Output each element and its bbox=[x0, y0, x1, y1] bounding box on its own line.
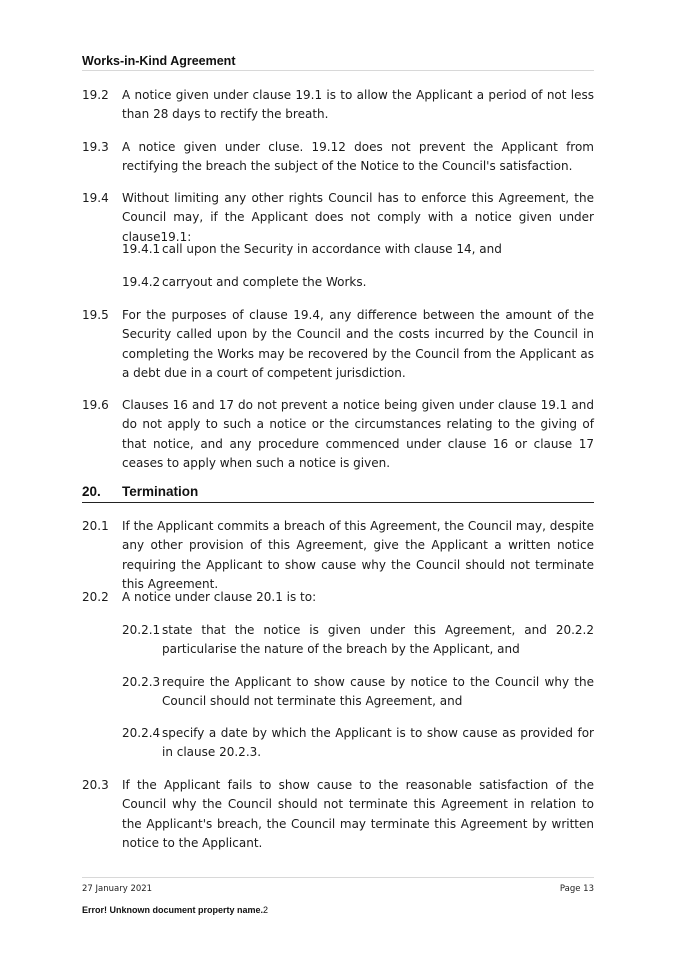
footer-error-text: Error! Unknown document property name. bbox=[82, 905, 264, 915]
clause-number: 20.2 bbox=[82, 590, 109, 604]
clause-text: A notice under clause 20.1 is to: bbox=[122, 590, 317, 604]
section-divider bbox=[82, 502, 594, 503]
clause-text: Clauses 16 and 17 do not prevent a notice being given under clause 19.1 and do not apply to such a notice or the circumstances relating to the giving of that notice, and any procedure commenced under clause 16 or clause 17 ceases to apply when such a notice is given. bbox=[122, 398, 594, 470]
document-header-title: Works-in-Kind Agreement bbox=[82, 54, 236, 68]
clause-text: If the Applicant fails to show cause to the reasonable satisfaction of the Council why the Council should not terminate this Agreement in relation to the Applicant's breach, the Council may terminate this Agreement by written notice to the Applicant. bbox=[122, 778, 594, 850]
footer-page-number: Page 13 bbox=[559, 884, 594, 894]
clause-number: 19.4.1 bbox=[122, 242, 161, 256]
clause-number: 19.4 bbox=[82, 191, 109, 205]
clause-number: 20.2.4 bbox=[122, 726, 161, 740]
clause-19-4 bbox=[82, 189, 594, 247]
clause-19-4-2 bbox=[122, 273, 594, 292]
clause-20-2-1 bbox=[122, 621, 594, 660]
clause-text: A notice given under clause 19.1 is to allow the Applicant a period of not less than 28 days to rectify the breath. bbox=[122, 88, 594, 122]
clause-number: 19.2 bbox=[82, 88, 109, 102]
footer-error-suffix: 2 bbox=[263, 905, 269, 915]
clause-20-2-4 bbox=[122, 724, 594, 763]
clause-20-2-3 bbox=[122, 673, 594, 712]
footer-document-reference bbox=[82, 905, 268, 915]
clause-text: state that the notice is given under this Agreement, and 20.2.2 particularise the nature of the breach by the Applicant, and bbox=[162, 623, 594, 657]
clause-number: 20.2.3 bbox=[122, 675, 161, 689]
clause-text: For the purposes of clause 19.4, any difference between the amount of the Security called upon by the Council and the costs incurred by the Council in completing the Works may be recovered by the Council from the Applicant as a debt due in a court of competent jurisdiction. bbox=[122, 308, 594, 380]
clause-text: A notice given under cluse. 19.12 does not prevent the Applicant from rectifying the breach the subject of the Notice to the Council's satisfaction. bbox=[122, 140, 594, 174]
clause-text: call upon the Security in accordance with clause 14, and bbox=[162, 242, 502, 256]
clause-20-1 bbox=[82, 517, 594, 594]
clause-20-2 bbox=[82, 588, 594, 607]
section-heading-termination bbox=[82, 484, 594, 499]
section-title: Termination bbox=[122, 484, 199, 499]
clause-20-3 bbox=[82, 776, 594, 853]
clause-number: 20.2.1 bbox=[122, 623, 161, 637]
clause-text: carryout and complete the Works. bbox=[162, 275, 367, 289]
clause-number: 20.1 bbox=[82, 519, 109, 533]
clause-text: require the Applicant to show cause by notice to the Council why the Council should not terminate this Agreement, and bbox=[162, 675, 594, 709]
clause-number: 20.3 bbox=[82, 778, 109, 792]
clause-number: 19.5 bbox=[82, 308, 109, 322]
clause-number: 19.4.2 bbox=[122, 275, 161, 289]
clause-19-5 bbox=[82, 306, 594, 383]
clause-text: Without limiting any other rights Council has to enforce this Agreement, the Council may, if the Applicant does not comply with a notice given under clause19.1: bbox=[122, 191, 594, 244]
clause-number: 19.6 bbox=[82, 398, 109, 412]
footer-date: 27 January 2021 bbox=[82, 884, 153, 894]
clause-text: If the Applicant commits a breach of this Agreement, the Council may, despite any other provision of this Agreement, give the Applicant a written notice requiring the Applicant to show cause why the Council should not terminate this Agreement. bbox=[122, 519, 594, 591]
header-divider bbox=[82, 70, 594, 71]
clause-number: 19.3 bbox=[82, 140, 109, 154]
clause-19-4-1 bbox=[122, 240, 594, 259]
section-number: 20. bbox=[82, 484, 101, 499]
clause-19-3 bbox=[82, 138, 594, 177]
footer-divider bbox=[82, 877, 594, 878]
clause-19-6 bbox=[82, 396, 594, 473]
clause-text: specify a date by which the Applicant is to show cause as provided for in clause 20.2.3. bbox=[162, 726, 594, 760]
clause-19-2 bbox=[82, 86, 594, 125]
